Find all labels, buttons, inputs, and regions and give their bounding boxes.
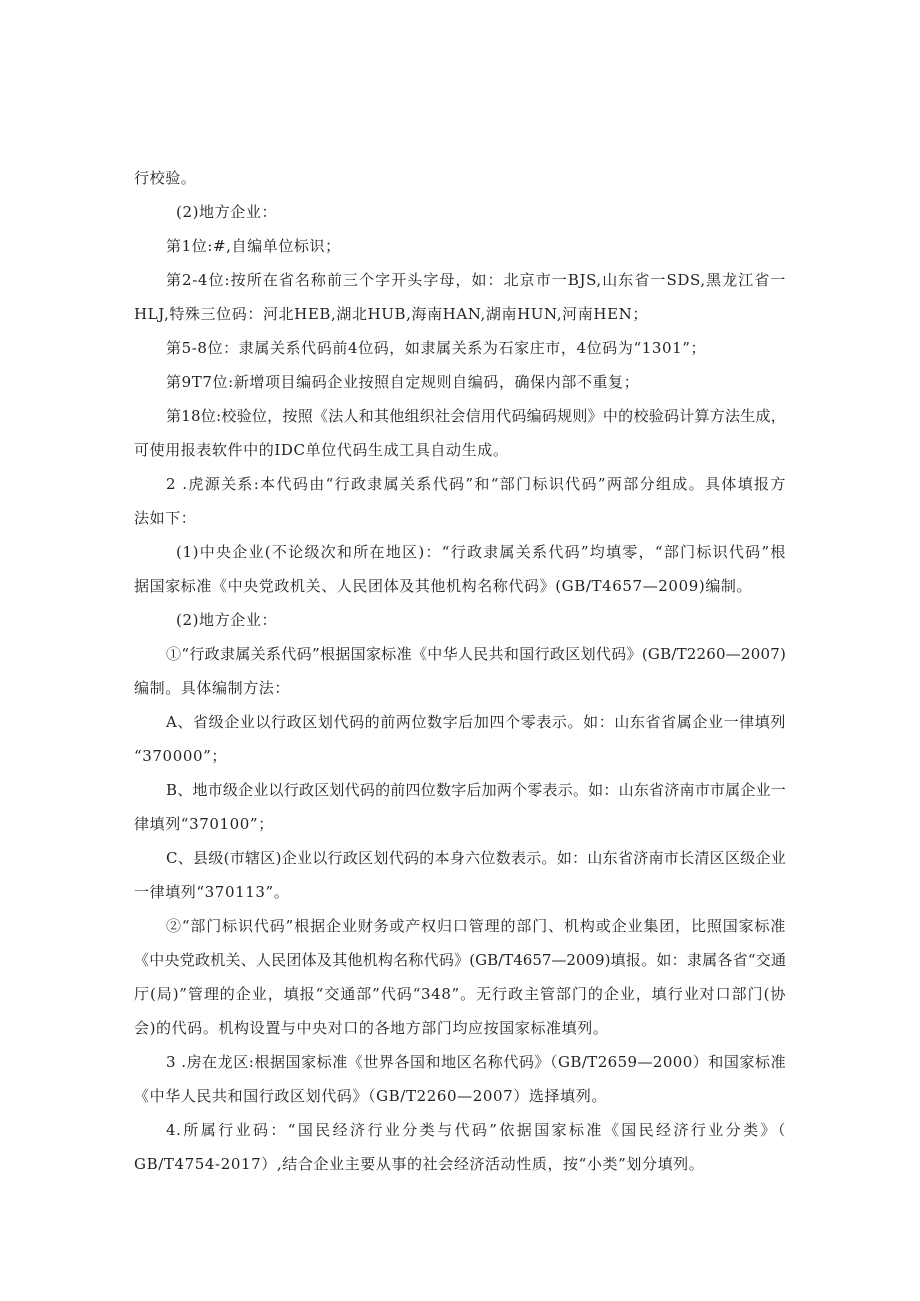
text-line: ①“行政隶属关系代码”根据国家标准《中华人民共和国行政区划代码》(GB/T2260—2007)	[166, 645, 786, 663]
text-line: A、省级企业以行政区划代码的前两位数字后加四个零表示。如：山东省省属企业一律填列	[166, 713, 786, 731]
text-line: 《中央党政机关、人民团体及其他机构名称代码》(GB/T4657—2009)填报。如：隶属各省“交通	[134, 951, 786, 969]
text-line: 会)的代码。机构设置与中央对口的各地方部门均应按国家标准填列。	[134, 1019, 609, 1037]
text-line: 法如下：	[134, 509, 197, 527]
text-line: ②“部门标识代码”根据企业财务或产权归口管理的部门、机构或企业集团，比照国家标准	[166, 917, 786, 935]
text-line: HLJ,特殊三位码：河北HEB,湖北HUB,海南HAN,湖南HUN,河南HEN；	[134, 305, 648, 323]
text-line: 第1位:#,自编单位标识；	[166, 237, 341, 255]
text-line: 3 .房在龙区:根据国家标准《世界各国和地区名称代码》（GB/T2659—2000）和国家标准	[166, 1053, 786, 1071]
text-line: 律填列“370100”；	[134, 815, 274, 833]
text-line: 《中华人民共和国行政区划代码》（GB/T2260—2007）选择填列。	[134, 1087, 607, 1105]
text-line: (2)地方企业：	[176, 203, 278, 221]
text-line: (1)中央企业(不论级次和所在地区)：“行政隶属关系代码”均填零，“部门标识代码”根	[176, 543, 786, 561]
text-line: 可使用报表软件中的IDC单位代码生成工具自动生成。	[134, 441, 509, 459]
text-line: GB/T4754-2017）,结合企业主要从事的社会经济活动性质，按“小类”划分填列。	[134, 1155, 705, 1173]
text-line: 据国家标准《中央党政机关、人民团体及其他机构名称代码》(GB/T4657—2009)编制。	[134, 577, 753, 595]
text-line: “370000”；	[134, 747, 227, 765]
text-line: 4.所属行业码：“国民经济行业分类与代码”依据国家标准《国民经济行业分类》（	[166, 1121, 786, 1139]
text-line: B、地市级企业以行政区划代码的前四位数字后加两个零表示。如：山东省济南市市属企业一	[166, 781, 786, 799]
text-line: 2 .虎源关系:本代码由“行政隶属关系代码”和“部门标识代码”两部分组成。具体填报方	[166, 475, 786, 493]
text-line: 编制。具体编制方法：	[134, 679, 291, 697]
text-line: 第9T7位:新增项目编码企业按照自定规则自编码，确保内部不重复；	[166, 373, 640, 391]
text-line: 第2-4位:按所在省名称前三个字开头字母，如：北京市一BJS,山东省一SDS,黑龙江省一	[166, 271, 786, 289]
text-line: 厅(局)”管理的企业，填报“交通部”代码“348”。无行政主管部门的企业，填行业对口部门(协	[134, 985, 786, 1003]
text-line: (2)地方企业：	[176, 611, 278, 629]
text-line: 行校验。	[134, 169, 197, 187]
text-line: C、县级(市辖区)企业以行政区划代码的本身六位数表示。如：山东省济南市长清区区级企业	[166, 849, 786, 867]
text-line: 一律填列“370113”。	[134, 883, 290, 901]
text-line: 第18位:校验位，按照《法人和其他组织社会信用代码编码规则》中的校验码计算方法生成，	[166, 407, 786, 425]
text-line: 第5-8位：隶属关系代码前4位码，如隶属关系为石家庄市，4位码为“1301”；	[166, 339, 707, 357]
